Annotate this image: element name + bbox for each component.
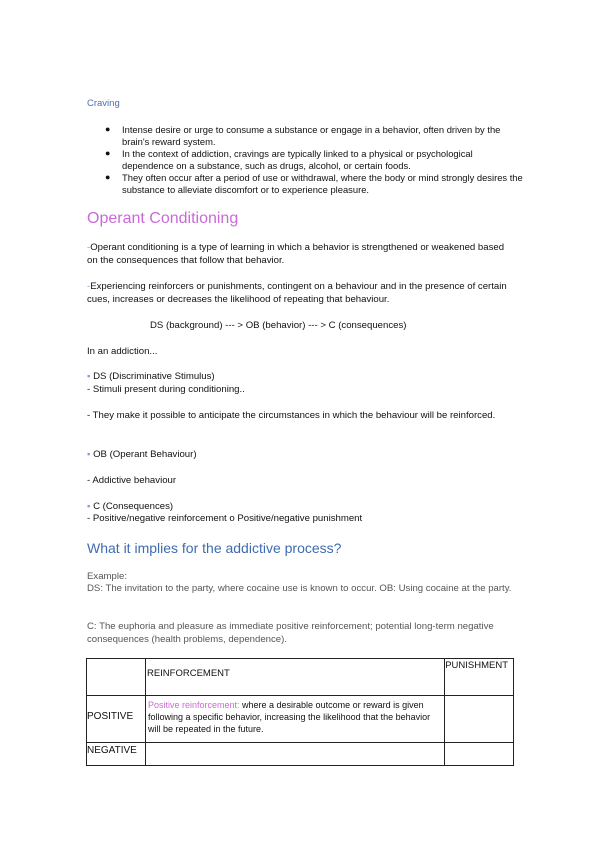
row-label-positive: POSITIVE	[87, 696, 146, 743]
ob-description: - Addictive behaviour	[87, 475, 177, 486]
c-description: - Positive/negative reinforcement o Positive/negative punishment	[87, 513, 363, 524]
list-item	[105, 124, 525, 148]
header-punishment: PUNISHMENT	[445, 659, 514, 696]
square-bullet-icon: ▪	[87, 449, 91, 460]
table-row	[87, 696, 514, 743]
craving-bullet-list	[105, 124, 525, 195]
table-row	[87, 743, 514, 766]
ob-label	[87, 449, 197, 462]
operant-definition	[87, 242, 515, 267]
operant-definition-text: Operant conditioning is a type of learning in which a behavior is strengthened or weakened based on the consequences that follow that behavior.	[87, 242, 505, 266]
example-ds-ob: DS: The invitation to the party, where cocaine use is known to occur. OB: Using cocaine at the party.	[87, 583, 512, 594]
c-label-text: C (Consequences)	[93, 501, 174, 512]
list-item	[105, 148, 525, 172]
square-bullet-icon: ▪	[87, 501, 91, 512]
ob-label-text: OB (Operant Behaviour)	[93, 449, 197, 460]
bullet-icon: ●	[105, 124, 111, 134]
list-item-text: Intense desire or urge to consume a substance or engage in a behavior, often driven by the brain's reward system.	[122, 124, 501, 147]
cell-negative-punishment	[445, 743, 514, 766]
square-bullet-icon: ▪	[87, 371, 91, 382]
implies-title: What it implies for the addictive process?	[87, 540, 342, 556]
ds-anticipation: - They make it possible to anticipate the circumstances in which the behaviour will be reinforced.	[87, 410, 496, 421]
c-label	[87, 501, 173, 514]
cell-positive-reinforcement	[145, 696, 444, 743]
row-label-negative: NEGATIVE	[87, 743, 146, 766]
ds-label	[87, 371, 215, 384]
operant-conditioning-title: Operant Conditioning	[87, 210, 239, 227]
operant-reinforcers-paragraph	[87, 281, 515, 306]
example-consequences: C: The euphoria and pleasure as immediate positive reinforcement; potential long-term negative consequences (health problems, dependence).	[87, 621, 494, 645]
positive-reinforcement-desc: where a desirable outcome or reward is given following a specific behavior, increasing the likelihood that the behavior will be repeated in the future.	[147, 700, 431, 734]
positive-reinforcement-term: Positive reinforcement:	[147, 700, 240, 710]
cell-positive-punishment	[445, 696, 514, 743]
dash-marker: -	[87, 281, 91, 292]
bullet-icon: ●	[105, 147, 111, 158]
list-item-text: They often occur after a period of use or withdrawal, where the body or mind strongly desires the substance to alleviate discomfort or to experience pleasure.	[122, 171, 523, 195]
example-label: Example:	[87, 571, 127, 582]
dash-marker: -	[87, 242, 91, 253]
ds-ob-c-formula: DS (background) --- > OB (behavior) --- > C (consequences)	[150, 320, 407, 331]
ds-description: - Stimuli present during conditioning..	[87, 384, 245, 395]
header-reinforcement: REINFORCEMENT	[145, 659, 444, 696]
table-cell-empty	[87, 659, 146, 696]
reinforcement-punishment-table	[86, 658, 514, 766]
in-addiction-label: In an addiction...	[87, 346, 158, 357]
table-row	[87, 659, 514, 696]
ds-label-text: DS (Discriminative Stimulus)	[93, 371, 215, 382]
bullet-icon: ●	[105, 171, 111, 182]
cell-negative-reinforcement	[145, 743, 444, 766]
list-item	[105, 172, 525, 196]
list-item-text: In the context of addiction, cravings are typically linked to a physical or psychological dependence on a substance, such as drugs, alcohol, or certain foods.	[122, 147, 473, 171]
operant-reinforcers-text: Experiencing reinforcers or punishments, contingent on a behaviour and in the presence of certain cues, increases or decreases the likelihood of repeating that behaviour.	[87, 281, 507, 305]
craving-heading: Craving	[87, 98, 120, 109]
